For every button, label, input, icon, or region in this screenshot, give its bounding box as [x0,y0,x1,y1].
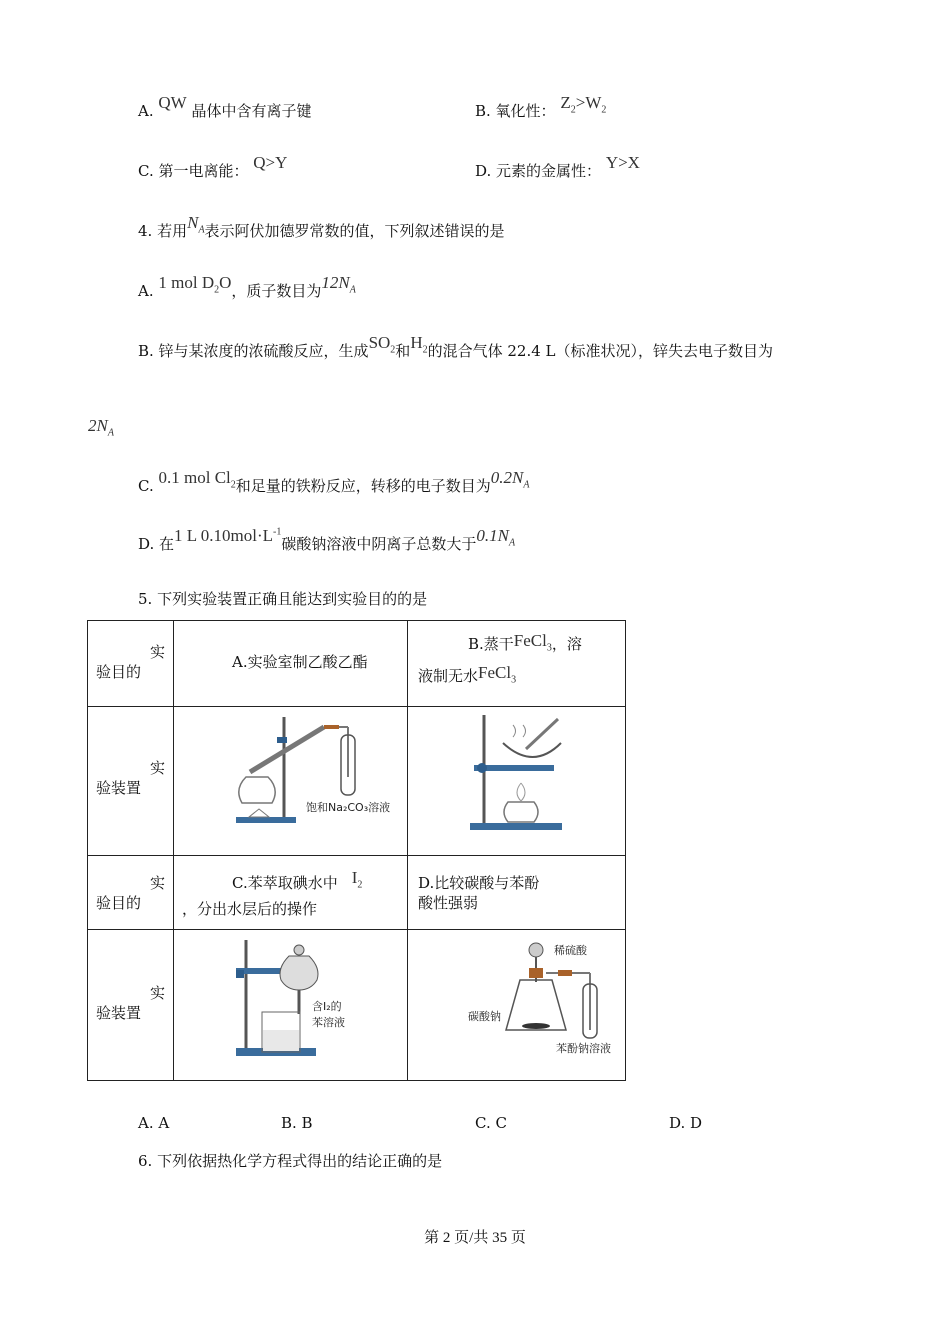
label-i2-benzene-2: 苯溶液 [312,1016,345,1029]
option-label: C. 第一电离能： [138,162,249,180]
formula: $SO_2$ [368,333,396,356]
row-label-device: 实 验装置 [88,930,174,1081]
q3-option-a [138,93,312,121]
formula: $H_2$ [410,333,428,356]
row-label-purpose: 实 验目的 [88,621,174,707]
device-b-image [408,707,626,856]
cell-b-purpose: B.蒸干FeCl$_3$，溶 液制无水FeCl$_3$ [408,621,626,707]
cell-d-purpose: D.比较碳酸与苯酚 酸性强弱 [408,856,626,930]
label-i2-benzene-1: 含I₂的 [312,1000,342,1013]
label-na2co3: 饱和Na₂CO₃溶液 [306,801,391,814]
q4-option-c: C. 0.1 mol $Cl_2$和足量的铁粉反应，转移的电子数目为$0.2N_A$ [138,468,530,495]
q5-option-c: C. C [475,1114,507,1132]
formula: $12N_A$ [321,273,356,296]
formula: $2N_A$ [88,416,114,439]
q5-option-b: B. B [281,1114,313,1132]
row-label-device: 实 验装置 [88,707,174,856]
formula: 1 mol $D_2O$ [158,273,232,296]
device-a-image [174,707,408,856]
formula: QW [158,93,187,112]
page-number: 第 2 页/共 35 页 [424,1230,526,1246]
formula: $N_A$ [187,213,205,236]
q4-stem: 4. 若用$N_A$表示阿伏加德罗常数的值，下列叙述错误的是 [138,213,505,240]
q5-option-a: A. A [138,1114,170,1132]
option-label: B. 氧化性： [475,102,556,120]
device-c-image [174,930,408,1081]
formula: 0.1 mol $Cl_2$ [158,468,236,491]
formula: 1 L $0.10mol\cdot L^{-1}$ [174,526,282,545]
q4-option-b-value [88,416,114,438]
label-dilute-h2so4: 稀硫酸 [554,944,587,957]
q3-option-c [138,153,288,181]
q4-option-a: A. 1 mol $D_2O$，质子数目为$12N_A$ [138,273,356,300]
q5-option-d: D. D [669,1114,703,1132]
q3-option-d [475,153,640,181]
formula: $0.1N_A$ [476,526,516,549]
formula: Q>Y [253,153,288,172]
label-na2co3-solid: 碳酸钠 [468,1010,501,1023]
row-label-purpose: 实 验目的 [88,856,174,930]
option-label: A. [138,102,154,120]
experiment-table [87,620,626,1081]
q4-option-b: B. 锌与某浓度的浓硫酸反应，生成$SO_2$和$H_2$的混合气体 22.4 L（标准状况），锌失去电子数目为 [138,333,773,360]
q3-option-b [475,93,607,123]
cell-a-purpose: A.实验室制乙酸乙酯 [174,621,408,707]
q5-stem: 5. 下列实验装置正确且能达到实验目的的是 [138,590,428,608]
formula: $Z_2>W_2$ [560,93,607,116]
option-text: 晶体中含有离子键 [191,102,312,120]
label-sodium-phenoxide: 苯酚钠溶液 [556,1042,611,1055]
cell-c-purpose: C.苯萃取碘水中 $I_2$ ，分出水层后的操作 [174,856,408,930]
q6-stem: 6. 下列依据热化学方程式得出的结论正确的是 [138,1152,443,1170]
option-label: D. 元素的金属性： [475,162,602,180]
q4-option-d: D. 在1 L $0.10mol\cdot L^{-1}$碳酸钠溶液中阴离子总数大于$0.1N_A$ [138,526,516,553]
formula: $0.2N_A$ [490,468,530,491]
formula: Y>X [605,153,640,172]
device-d-image [408,930,626,1081]
